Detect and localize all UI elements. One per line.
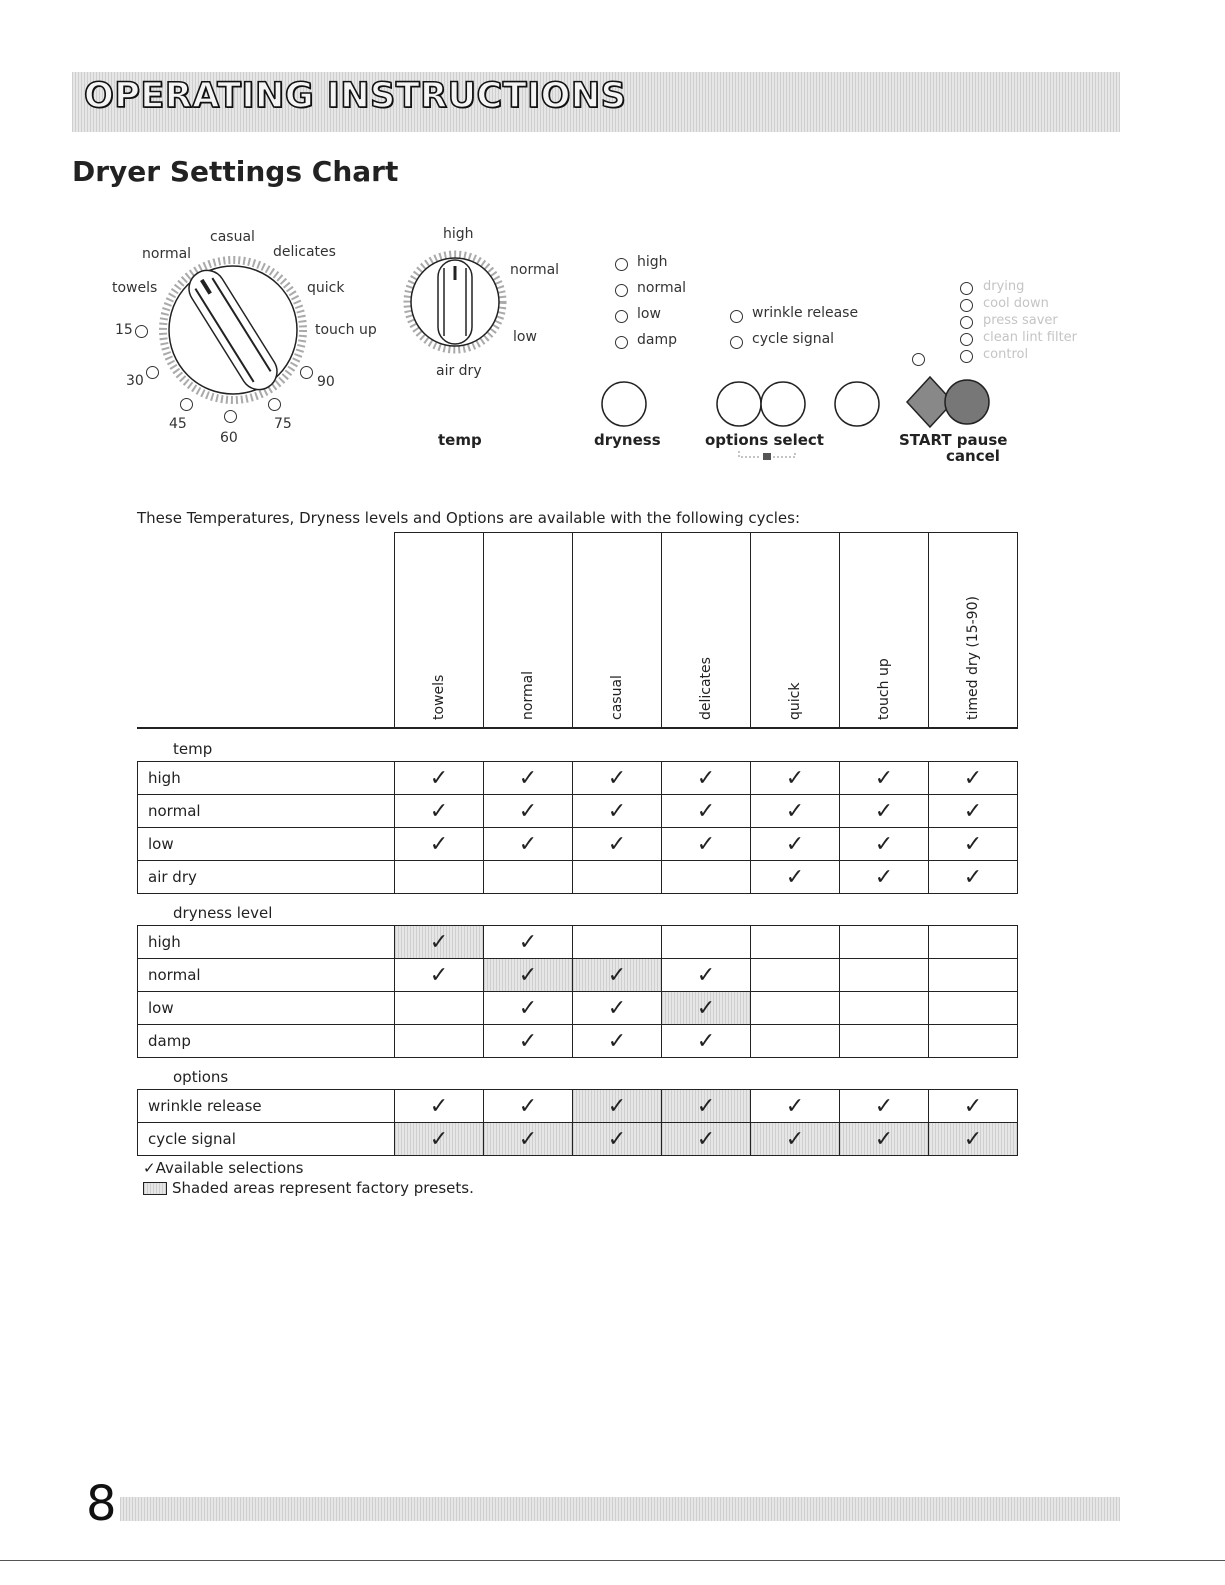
legend-shaded [143,1179,474,1197]
legend-available-text: ✓Available selections [143,1159,304,1177]
check-mark-icon: ✓ [607,962,627,988]
table-cell [928,860,1018,894]
check-mark-icon: ✓ [607,995,627,1021]
check-mark-icon: ✓ [696,1028,716,1054]
table-cell [750,991,840,1025]
check-mark-icon: ✓ [785,864,805,890]
table-cell [394,1122,484,1156]
knob-label-quick: quick [307,280,345,296]
table-cell [839,1089,929,1123]
check-mark-icon: ✓ [963,765,983,791]
temp-knob-label-normal: normal [510,262,560,278]
temp-knob-label-high: high [443,226,474,242]
knob-label-45: 45 [169,416,187,432]
column-header-label: normal [520,670,536,720]
table-cell [750,925,840,959]
start-indicator-icon [912,353,925,366]
check-mark-icon: ✓ [696,1093,716,1119]
table-cell [661,761,751,795]
check-mark-icon: ✓ [429,929,449,955]
column-header-normal [483,532,573,728]
status-indicator-icon [960,350,973,363]
check-mark-icon: ✓ [785,1126,805,1152]
column-header-label: touch up [876,658,892,720]
check-mark-icon: ✓ [785,798,805,824]
check-mark-icon: ✓ [963,864,983,890]
status-control: control [983,347,1029,362]
table-cell [394,860,484,894]
cycle-knob-group [105,225,395,455]
status-group [899,279,1105,480]
table-cell [483,827,573,861]
table-cell [661,860,751,894]
table-cell [483,761,573,795]
options-group [705,300,895,480]
check-mark-icon: ✓ [874,798,894,824]
check-mark-icon: ✓ [607,1093,627,1119]
row-label: damp [137,1024,394,1058]
section-label-options: options [173,1068,229,1086]
table-cell [928,925,1018,959]
table-cell [750,761,840,795]
table-cell [750,827,840,861]
temp-knob-label-low: low [513,329,537,345]
check-mark-icon: ✓ [963,831,983,857]
column-header-label: timed dry (15-90) [965,596,981,720]
table-cell [928,958,1018,992]
dryness-option-damp: damp [637,332,677,348]
table-row [137,925,1018,959]
table-cell [928,1122,1018,1156]
knob-label-touch-up: touch up [315,322,377,338]
check-mark-icon: ✓ [696,995,716,1021]
table-row [137,958,1018,992]
control-lock-icon [737,449,797,463]
check-mark-icon: ✓ [429,962,449,988]
table-cell [661,991,751,1025]
row-label: low [137,991,394,1025]
table-cell [394,1089,484,1123]
row-label: normal [137,958,394,992]
table-cell [394,925,484,959]
status-clean-lint-filter: clean lint filter [983,330,1078,345]
dryness-option-high: high [637,254,668,270]
check-mark-icon: ✓ [518,1028,538,1054]
column-header-timed-dry-15-90- [928,532,1018,728]
check-mark-icon: ✓ [518,929,538,955]
table-cell [394,827,484,861]
table-cell [394,761,484,795]
row-label: high [137,761,394,795]
column-header-label: quick [787,682,803,720]
option-wrinkle-release: wrinkle release [752,305,859,321]
row-label: high [137,925,394,959]
bottom-rule [0,1560,1225,1561]
table-cell [572,1089,662,1123]
check-mark-icon: ✓ [518,798,538,824]
knob-label-60: 60 [220,430,238,446]
table-cell [661,1122,751,1156]
table-cell [661,1024,751,1058]
check-mark-icon: ✓ [429,798,449,824]
status-indicator-icon [960,282,973,295]
check-mark-icon: ✓ [607,1126,627,1152]
check-mark-icon: ✓ [874,864,894,890]
column-header-delicates [661,532,751,728]
page-number: 8 [86,1476,117,1532]
check-mark-icon: ✓ [963,1093,983,1119]
check-mark-icon: ✓ [696,1126,716,1152]
row-label: normal [137,794,394,828]
table-cell [750,1089,840,1123]
table-cell [394,991,484,1025]
table-cell [572,794,662,828]
table-cell [572,925,662,959]
knob-label-15: 15 [115,322,133,338]
table-cell [483,991,573,1025]
check-mark-icon: ✓ [696,765,716,791]
table-cell [483,1089,573,1123]
table-cell [483,958,573,992]
status-drying: drying [983,279,1025,294]
temp-knob-label-air-dry: air dry [436,363,482,379]
table-row [137,794,1018,828]
check-mark-icon: ✓ [518,1126,538,1152]
dryness-indicator-icon [615,284,628,297]
table-cell [483,860,573,894]
check-mark-icon: ✓ [429,1126,449,1152]
check-mark-icon: ✓ [429,1093,449,1119]
dryness-option-low: low [637,306,661,322]
marker-30-icon [146,366,159,379]
table-cell [572,761,662,795]
table-row [137,827,1018,861]
row-label: cycle signal [137,1122,394,1156]
table-cell [572,1024,662,1058]
row-label: low [137,827,394,861]
table-cell [661,794,751,828]
knob-label-30: 30 [126,373,144,389]
table-cell [928,794,1018,828]
table-row [137,761,1018,795]
check-mark-icon: ✓ [874,831,894,857]
table-cell [483,794,573,828]
table-cell [839,794,929,828]
column-header-quick [750,532,840,728]
check-mark-icon: ✓ [607,1028,627,1054]
check-mark-icon: ✓ [607,798,627,824]
cancel-caption: cancel [946,447,1000,465]
check-mark-icon: ✓ [518,995,538,1021]
table-cell [483,1024,573,1058]
table-row [137,860,1018,894]
check-mark-icon: ✓ [607,765,627,791]
knob-label-casual: casual [210,229,255,245]
options-select-caption: options select [705,431,824,449]
option-indicator-icon [730,336,743,349]
legend-available [143,1159,303,1177]
check-mark-icon: ✓ [696,831,716,857]
knob-label-normal: normal [142,246,192,262]
start-pause-button-icon[interactable] [895,375,1005,435]
knob-label-75: 75 [274,416,292,432]
table-cell [839,925,929,959]
table-row [137,1122,1018,1156]
table-cell [839,1024,929,1058]
table-cell [661,827,751,861]
check-mark-icon: ✓ [696,962,716,988]
knob-label-delicates: delicates [273,244,336,260]
start-pause-caption: START pause [899,431,1008,449]
check-mark-icon: ✓ [518,962,538,988]
table-cell [572,958,662,992]
check-mark-icon: ✓ [607,831,627,857]
table-row [137,991,1018,1025]
dryness-indicator-icon [615,336,628,349]
temp-knob-dial [400,222,580,392]
table-cell [839,958,929,992]
section-label-dryness-level: dryness level [173,904,273,922]
table-cell [839,827,929,861]
section-label-temp: temp [173,740,213,758]
table-cell [572,860,662,894]
dryness-indicator-icon [615,258,628,271]
row-label: wrinkle release [137,1089,394,1123]
check-mark-icon: ✓ [429,765,449,791]
option-cycle-signal: cycle signal [752,331,835,347]
table-cell [750,1024,840,1058]
table-cell [750,794,840,828]
marker-75-icon [268,398,281,411]
check-mark-icon: ✓ [785,765,805,791]
table-cell [839,761,929,795]
table-row [137,1024,1018,1058]
table-cell [750,958,840,992]
dryness-group [594,250,720,460]
table-cell [928,761,1018,795]
check-mark-icon: ✓ [963,798,983,824]
marker-60-icon [224,410,237,423]
row-label: air dry [137,860,394,894]
column-header-label: towels [431,674,447,720]
column-header-towels [394,532,484,728]
table-cell [661,958,751,992]
status-indicator-icon [960,316,973,329]
chart-title: Dryer Settings Chart [72,155,399,188]
knob-label-towels: towels [112,280,158,296]
table-cell [483,925,573,959]
check-mark-icon: ✓ [874,765,894,791]
table-cell [572,827,662,861]
table-cell [839,860,929,894]
knob-label-90: 90 [317,374,335,390]
footer-band [120,1497,1120,1521]
status-indicator-icon [960,333,973,346]
column-header-casual [572,532,662,728]
dryness-caption: dryness [594,431,661,449]
dryness-option-normal: normal [637,280,687,296]
check-mark-icon: ✓ [518,765,538,791]
shade-swatch-icon [143,1182,167,1195]
table-cell [661,1089,751,1123]
marker-15-icon [135,325,148,338]
column-header-touch-up [839,532,929,728]
table-row [137,1089,1018,1123]
check-mark-icon: ✓ [963,1126,983,1152]
marker-45-icon [180,398,193,411]
check-mark-icon: ✓ [874,1093,894,1119]
table-cell [928,1089,1018,1123]
table-cell [394,958,484,992]
check-mark-icon: ✓ [696,798,716,824]
table-cell [572,991,662,1025]
page-header-title: OPERATING INSTRUCTIONS [84,76,627,116]
table-cell [572,1122,662,1156]
check-mark-icon: ✓ [429,831,449,857]
table-cell [928,1024,1018,1058]
table-cell [839,991,929,1025]
option-indicator-icon [730,310,743,323]
table-cell [750,860,840,894]
temp-caption: temp [438,431,482,449]
header-rule [137,727,1018,729]
table-cell [928,991,1018,1025]
intro-text: These Temperatures, Dryness levels and Options are available with the following cycles: [137,509,801,527]
dryness-indicator-icon [615,310,628,323]
table-cell [839,1122,929,1156]
check-mark-icon: ✓ [874,1126,894,1152]
status-press-saver: press saver [983,313,1058,328]
table-cell [394,794,484,828]
column-header-label: delicates [698,657,714,720]
table-cell [394,1024,484,1058]
check-mark-icon: ✓ [518,831,538,857]
check-mark-icon: ✓ [518,1093,538,1119]
table-cell [661,925,751,959]
table-cell [750,1122,840,1156]
dryness-button-icon[interactable] [600,380,650,430]
temp-knob-group [400,222,580,452]
legend-shaded-text: Shaded areas represent factory presets. [172,1179,474,1197]
check-mark-icon: ✓ [785,1093,805,1119]
table-cell [483,1122,573,1156]
table-cell [928,827,1018,861]
marker-90-icon [300,366,313,379]
check-mark-icon: ✓ [785,831,805,857]
status-indicator-icon [960,299,973,312]
column-header-label: casual [609,675,625,720]
status-cool-down: cool down [983,296,1049,311]
